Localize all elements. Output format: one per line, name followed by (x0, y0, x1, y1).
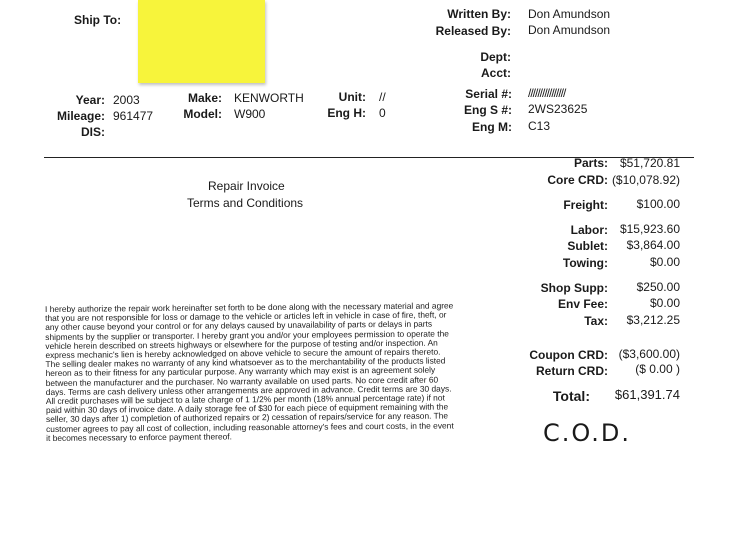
towing-label: Towing: (562, 256, 608, 270)
eng-m-label: Eng M: (472, 120, 512, 134)
tax-label: Tax: (584, 314, 608, 328)
model-label: Model: (183, 107, 222, 121)
eng-m-value: C13 (528, 119, 551, 133)
eng-h-value: 0 (379, 106, 386, 120)
sublet-value: $3,864.00 (626, 238, 680, 252)
parts-value: $51,720.81 (619, 156, 680, 170)
sublet-label: Sublet: (567, 239, 608, 253)
ship-to-label: Ship To: (74, 13, 122, 27)
coupon-crd-label: Coupon CRD: (529, 348, 608, 362)
return-crd-value: ($ 0.00 ) (635, 362, 680, 376)
mileage-value: 961477 (113, 109, 154, 123)
eng-s-label: Eng S #: (463, 103, 512, 117)
env-fee-value: $0.00 (649, 296, 680, 310)
dis-label: DIS: (81, 125, 105, 139)
released-by-label: Released By: (435, 24, 511, 38)
unit-value: // (379, 90, 386, 104)
year-label: Year: (75, 93, 105, 107)
env-fee-label: Env Fee: (557, 297, 608, 311)
freight-value: $100.00 (636, 197, 680, 211)
return-crd-label: Return CRD: (536, 364, 608, 378)
written-by-label: Written By: (447, 7, 511, 21)
mileage-label: Mileage: (56, 109, 105, 123)
tax-value: $3,212.25 (626, 313, 680, 327)
terms-text: I hereby authorize the repair work hereinafter set forth to be done along with the necessary material and agree that you are not responsible for loss or damage to the vehicle or articles left in vehicle in case of fire, theft, or any other cause beyond your control or for any delays caused by unavailability of parts or delays in parts shipments by the supplier or transporter. I hereby grant you and/or your employees permission to operate the vehicle herein described on streets highways or elsewhere for the purpose of testing and/or inspection. An express mechanic's lien is hereby acknowledged on above vehicle to secure the amount of repairs thereto. The selling dealer makes no warranty of any kind whatsoever as to the merchantability of the products listed hereon as to their fitness for any particular purpose. Any warranty which may exist is an agreement solely between the manufacturer and the purchaser. No warranty available on used parts. No core credit after 60 days. Terms are cash delivery unless other arrangements are approved in advance. Credit terms are 30 days. All credit purchases will be subject to a late charge of 1 1/2% per month (18% annual percentage rate) if not paid within 30 days of invoice date. A daily storage fee of $30 for each piece of equipment remaining with the seller, 30 days after 1) completion of authorized repairs or 2) cessation of repairs/service for any reason. The customer agrees to pay all cost of collection, including reasonable attorney's fees and court costs, in the event it becomes necessary to enforce payment thereof. (44, 300, 454, 443)
shop-supp-value: $250.00 (636, 280, 680, 294)
acct-label: Acct: (480, 66, 511, 80)
parts-label: Parts: (573, 156, 608, 170)
eng-h-label: Eng H: (327, 106, 366, 120)
core-crd-value: ($10,078.92) (611, 173, 680, 187)
unit-label: Unit: (338, 90, 366, 104)
invoice-title: Repair Invoice (208, 179, 285, 193)
serial-label: Serial #: (465, 87, 512, 101)
eng-s-value: 2WS23625 (528, 102, 588, 116)
year-value: 2003 (113, 93, 140, 107)
shop-supp-label: Shop Supp: (540, 281, 608, 295)
labor-label: Labor: (570, 223, 608, 237)
invoice-subtitle: Terms and Conditions (187, 196, 304, 210)
cod-stamp: C.O.D. (543, 419, 632, 447)
freight-label: Freight: (563, 198, 608, 212)
labor-value: $15,923.60 (619, 222, 680, 236)
core-crd-label: Core CRD: (547, 173, 608, 187)
sticky-note (138, 0, 265, 83)
make-label: Make: (187, 91, 222, 105)
total-label: Total: (552, 388, 590, 404)
released-by-value: Don Amundson (528, 23, 611, 37)
make-value: KENWORTH (234, 91, 304, 105)
dept-label: Dept: (480, 50, 511, 64)
towing-value: $0.00 (649, 255, 680, 269)
model-value: W900 (234, 107, 266, 121)
coupon-crd-value: ($3,600.00) (618, 347, 680, 361)
total-value: $61,391.74 (614, 387, 680, 402)
serial-value: //////////////// (528, 86, 566, 100)
written-by-value: Don Amundson (528, 7, 611, 21)
